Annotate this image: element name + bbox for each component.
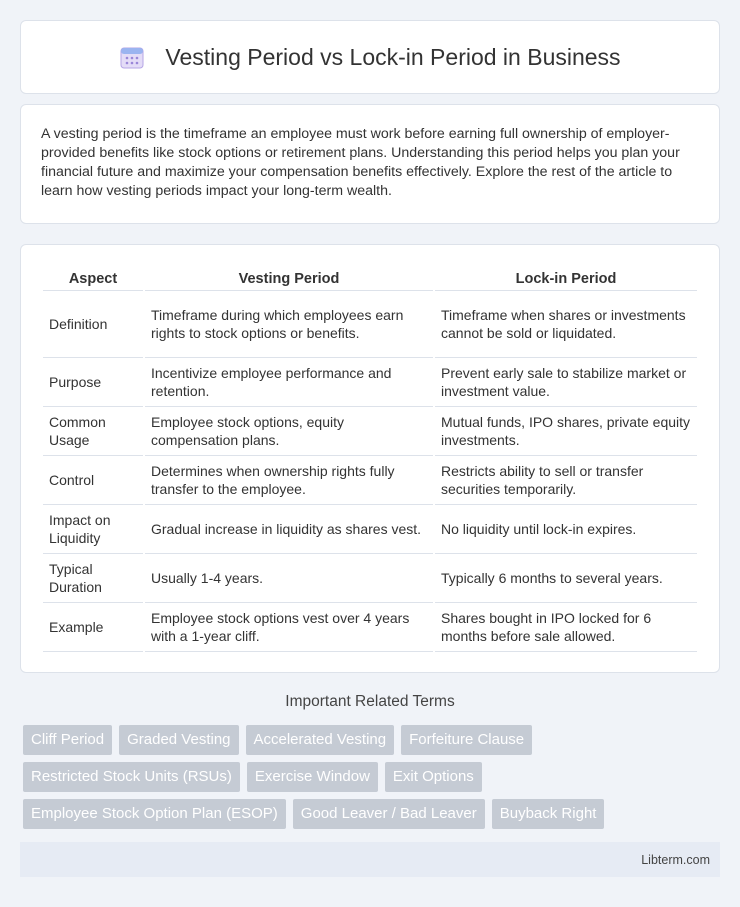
row-vesting-value: Employee stock options, equity compensation plans. — [145, 407, 433, 456]
header-aspect: Aspect — [43, 265, 143, 291]
row-vesting-value: Timeframe during which employees earn rights to stock options or benefits. — [145, 291, 433, 358]
tag-buyback-right[interactable]: Buyback Right — [492, 799, 605, 829]
tag-forfeiture-clause[interactable]: Forfeiture Clause — [401, 725, 532, 755]
tag-restricted-stock-units[interactable]: Restricted Stock Units (RSUs) — [23, 762, 240, 792]
row-aspect: Common Usage — [43, 407, 143, 456]
header-card — [20, 20, 720, 94]
row-vesting-value: Incentivize employee performance and retention. — [145, 358, 433, 407]
row-aspect: Typical Duration — [43, 554, 143, 603]
footer — [20, 842, 720, 877]
header-vesting-period: Vesting Period — [145, 265, 433, 291]
footer-site-link[interactable]: Libterm.com — [641, 852, 710, 867]
related-terms-title: Important Related Terms — [285, 693, 455, 710]
row-lock-in-value: Restricts ability to sell or transfer securities temporarily. — [435, 456, 697, 505]
table-header-row — [43, 265, 697, 291]
tag-accelerated-vesting[interactable]: Accelerated Vesting — [246, 725, 395, 755]
table-row — [43, 407, 697, 456]
row-lock-in-value: Typically 6 months to several years. — [435, 554, 697, 603]
related-terms-list — [23, 725, 723, 836]
row-lock-in-value: Timeframe when shares or investments cannot be sold or liquidated. — [435, 291, 697, 358]
table-row — [43, 291, 697, 358]
row-vesting-value: Gradual increase in liquidity as shares vest. — [145, 505, 433, 554]
row-aspect: Impact on Liquidity — [43, 505, 143, 554]
row-lock-in-value: Mutual funds, IPO shares, private equity investments. — [435, 407, 697, 456]
row-aspect: Purpose — [43, 358, 143, 407]
intro-card — [20, 104, 720, 224]
table-row — [43, 358, 697, 407]
intro-paragraph: A vesting period is the timeframe an employee must work before earning full ownership of employer-provided benefits like stock options or retirement plans. Understanding this period helps you plan your financial future and maximize your compensation benefits effectively. Explore the rest of the article to learn how vesting periods impact your long-term wealth. — [41, 126, 680, 199]
tag-exit-options[interactable]: Exit Options — [385, 762, 482, 792]
row-aspect: Example — [43, 603, 143, 652]
tag-good-leaver-bad-leaver[interactable]: Good Leaver / Bad Leaver — [293, 799, 485, 829]
tag-graded-vesting[interactable]: Graded Vesting — [119, 725, 238, 755]
row-vesting-value: Employee stock options vest over 4 years with a 1-year cliff. — [145, 603, 433, 652]
tag-row — [23, 799, 723, 829]
tag-row — [23, 762, 723, 792]
row-vesting-value: Usually 1-4 years. — [145, 554, 433, 603]
table-row — [43, 554, 697, 603]
header-lock-in-period: Lock-in Period — [435, 265, 697, 291]
table-row — [43, 505, 697, 554]
row-lock-in-value: Shares bought in IPO locked for 6 months before sale allowed. — [435, 603, 697, 652]
tag-cliff-period[interactable]: Cliff Period — [23, 725, 112, 755]
tag-row — [23, 725, 723, 755]
page-title: Vesting Period vs Lock-in Period in Business — [165, 43, 621, 70]
calendar-icon — [119, 44, 145, 70]
table-row — [43, 603, 697, 652]
tag-exercise-window[interactable]: Exercise Window — [247, 762, 378, 792]
table-row — [43, 456, 697, 505]
comparison-table — [41, 265, 699, 652]
row-aspect: Definition — [43, 291, 143, 358]
row-lock-in-value: No liquidity until lock-in expires. — [435, 505, 697, 554]
tag-esop[interactable]: Employee Stock Option Plan (ESOP) — [23, 799, 286, 829]
comparison-table-card — [20, 244, 720, 673]
row-lock-in-value: Prevent early sale to stabilize market or investment value. — [435, 358, 697, 407]
row-vesting-value: Determines when ownership rights fully transfer to the employee. — [145, 456, 433, 505]
row-aspect: Control — [43, 456, 143, 505]
